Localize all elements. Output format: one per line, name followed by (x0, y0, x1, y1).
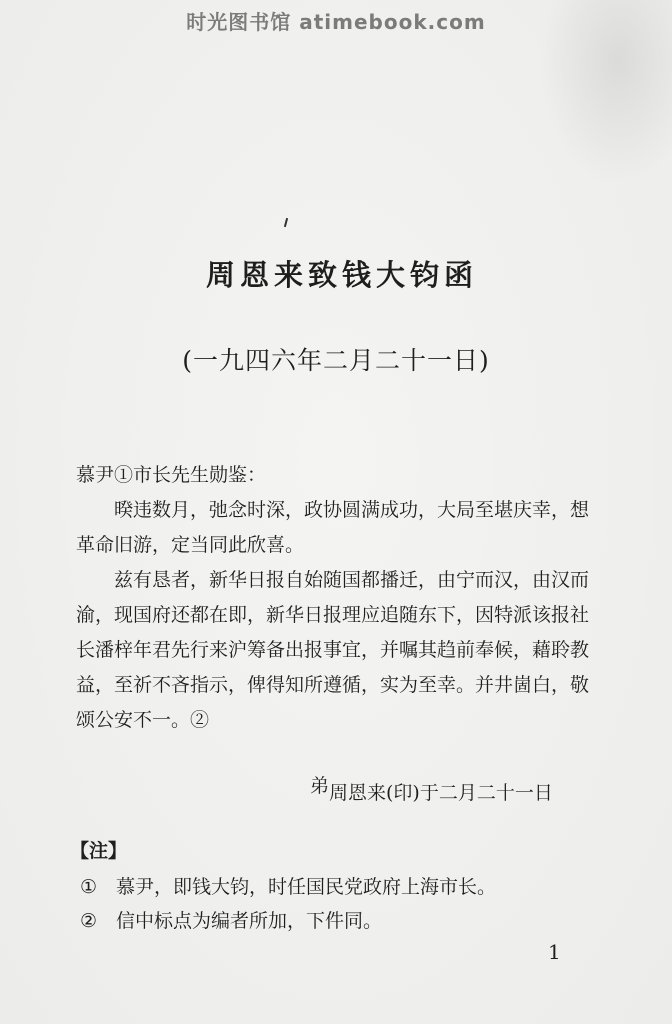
letter-paragraph-2: 兹有恳者，新华日报自始随国都播迁，由宁而汉，由汉而渝，现国府还都在即，新华日报理应追随东下，因特派该报社长潘梓年君先行来沪筹备出报事宜，并嘱其趋前奉候，藉聆教益，至祈不吝指示，俾得知所遵循，实为至幸。并井崮白，敬颂公安不一。② (76, 569, 590, 731)
letter-paragraph-1: 暌违数月，弛念时深，政协圆满成功，大局至堪庆幸，想革命旧游，定当同此欣喜。 (76, 499, 590, 556)
footnote-number: ② (80, 910, 98, 932)
watermark: 时光图书馆 atimebook.com (186, 10, 486, 34)
footnote-text: 信中标点为编者所加，下件同。 (116, 910, 383, 932)
footnote-text: 慕尹，即钱大钧，时任国民党政府上海市长。 (116, 876, 497, 898)
letter-signature (310, 775, 553, 805)
page-number: 1 (548, 940, 561, 964)
letter-body (76, 458, 596, 738)
signature-prefix: 弟 (310, 775, 330, 797)
signature-text: 周恩来(印)于二月二十一日 (329, 782, 553, 804)
notes-heading: 【注】 (70, 840, 128, 862)
document-title: 周恩来致钱大钧函 (205, 258, 478, 292)
footnote-number: ① (80, 876, 98, 898)
ink-mark (284, 218, 288, 227)
footnote-item (80, 872, 496, 899)
letter-salutation: 慕尹①市长先生勋鉴： (76, 464, 267, 486)
footnote-item (80, 906, 382, 933)
document-date: (一九四六年二月二十一日) (182, 346, 490, 375)
